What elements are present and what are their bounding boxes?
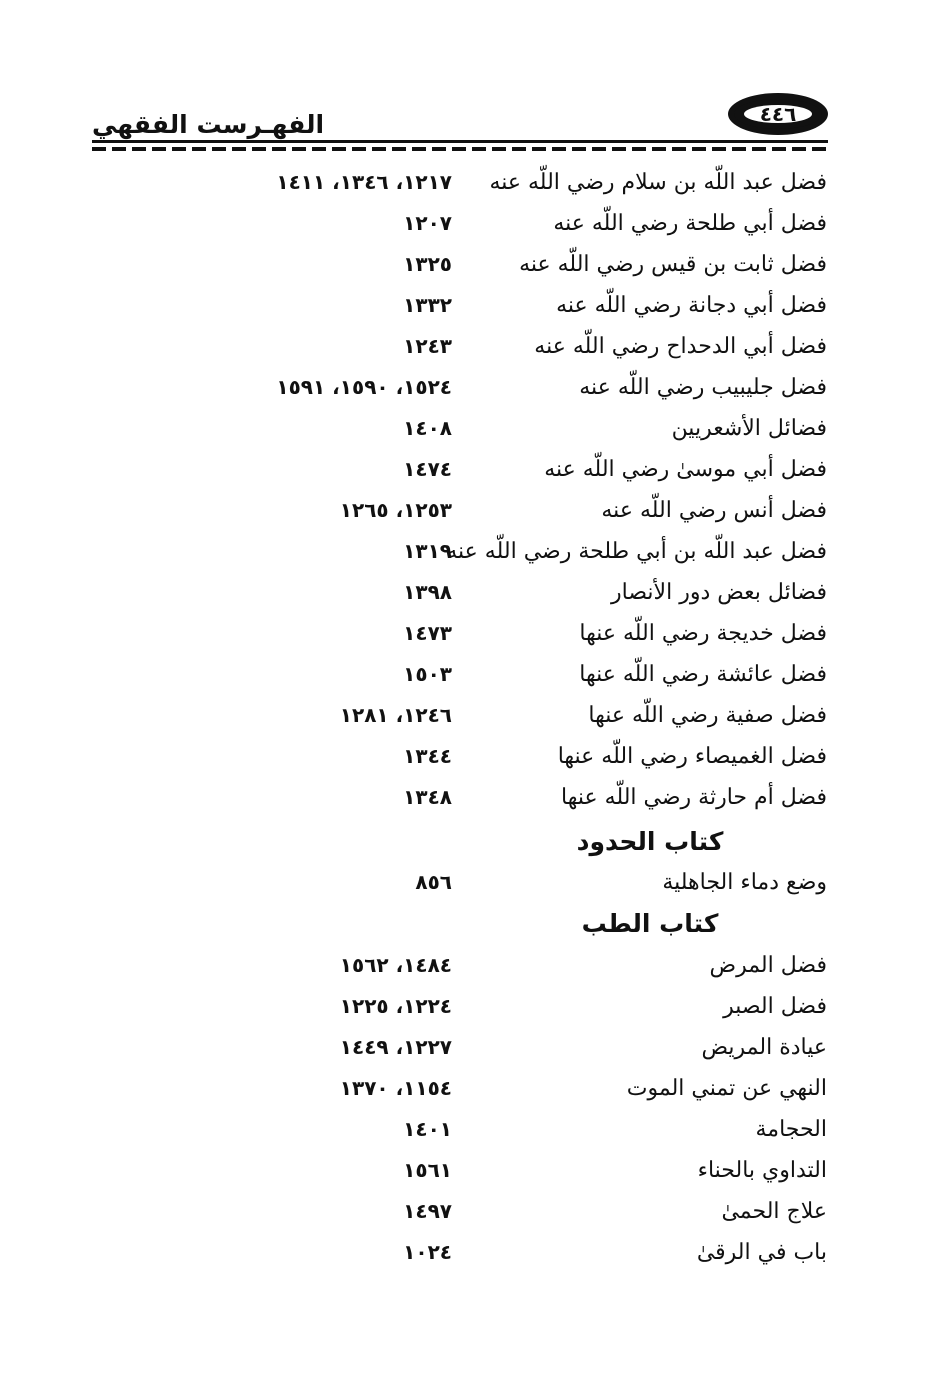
entry-title: التداوي بالحناء — [697, 1158, 827, 1183]
entry-title: النهي عن تمني الموت — [626, 1076, 827, 1101]
entry-title: فضل أبي الدحداح رضي اللّه عنه — [534, 334, 827, 359]
entry-pages: ١٤٠٨ — [403, 416, 452, 440]
entry-pages: ١٤٠١ — [403, 1117, 452, 1141]
entry-title: فضل أبي طلحة رضي اللّه عنه — [553, 211, 827, 236]
index-entry — [0, 1232, 945, 1273]
page-number: ٤٤٦ — [744, 105, 812, 123]
index-entry — [0, 490, 945, 531]
index-entry — [0, 367, 945, 408]
entry-title: فضل ثابت بن قيس رضي اللّه عنه — [519, 252, 827, 277]
entry-pages: ١٢٢٤، ١٢٢٥ — [339, 994, 452, 1018]
entry-title: فضل أم حارثة رضي اللّه عنها — [561, 785, 827, 810]
entry-title: فضل أبي موسىٰ رضي اللّه عنه — [544, 457, 827, 482]
entry-title: وضع دماء الجاهلية — [662, 870, 827, 895]
entry-pages: ١٥٦١ — [403, 1158, 452, 1182]
entry-title: فضل عائشة رضي اللّه عنها — [579, 662, 827, 687]
index-entry — [0, 1150, 945, 1191]
index-entry — [0, 1191, 945, 1232]
entry-pages: ١٢٥٣، ١٢٦٥ — [339, 498, 452, 522]
entry-pages: ١٣٩٨ — [403, 580, 452, 604]
index-entry — [0, 1109, 945, 1150]
entry-pages: ١٤٧٤ — [403, 457, 452, 481]
index-entry — [0, 695, 945, 736]
index-entry — [0, 736, 945, 777]
entry-pages: ١٢٤٣ — [403, 334, 452, 358]
entry-title: فضل خديجة رضي اللّه عنها — [579, 621, 827, 646]
entry-pages: ١٠٢٤ — [403, 1240, 452, 1264]
index-entry — [0, 572, 945, 613]
index-entry — [0, 408, 945, 449]
entry-pages: ١٣٤٨ — [403, 785, 452, 809]
entry-title: فضل عبد اللّه بن أبي طلحة رضي اللّه عنه — [446, 539, 827, 564]
entry-title: فضل صفية رضي اللّه عنها — [588, 703, 827, 728]
entry-pages: ١٤٨٤، ١٥٦٢ — [339, 953, 452, 977]
index-entry — [0, 531, 945, 572]
entry-pages: ٨٥٦ — [415, 870, 452, 894]
index-entry — [0, 162, 945, 203]
index-entry — [0, 203, 945, 244]
entry-title: فضل أبي دجانة رضي اللّه عنه — [556, 293, 827, 318]
index-entry — [0, 777, 945, 818]
entry-pages: ١٥٢٤، ١٥٩٠، ١٥٩١ — [276, 375, 452, 399]
page-header — [0, 0, 945, 160]
entry-title: عيادة المريض — [701, 1035, 827, 1060]
entry-pages: ١٢٢٧، ١٤٤٩ — [339, 1035, 452, 1059]
entry-title: فضل المرض — [709, 953, 827, 978]
entry-title: فضائل الأشعريين — [671, 416, 827, 441]
entry-pages: ١٣٤٤ — [403, 744, 452, 768]
entry-title: فضل أنس رضي اللّه عنه — [601, 498, 827, 523]
page-number-badge — [728, 93, 828, 135]
index-entry — [0, 986, 945, 1027]
entry-title: فضل جليبيب رضي اللّه عنه — [579, 375, 827, 400]
index-entry — [0, 326, 945, 367]
entry-pages: ١٤٧٣ — [403, 621, 452, 645]
running-title: الفهـرست الفقهي — [92, 110, 325, 139]
entry-title: فضائل بعض دور الأنصار — [611, 580, 827, 605]
entry-pages: ١٤٩٧ — [403, 1199, 452, 1223]
entry-title: فضل الغميصاء رضي اللّه عنها — [557, 744, 827, 769]
index-entry — [0, 1068, 945, 1109]
entry-pages: ١٣٢٥ — [403, 252, 452, 276]
entry-pages: ١٥٠٣ — [403, 662, 452, 686]
entry-title: باب في الرقىٰ — [696, 1240, 827, 1265]
index-entry — [0, 1027, 945, 1068]
entry-pages: ١٢٠٧ — [403, 211, 452, 235]
index-entry — [0, 613, 945, 654]
entry-title: الحجامة — [755, 1117, 827, 1142]
index-entry — [0, 945, 945, 986]
entry-pages: ١٢٤٦، ١٢٨١ — [339, 703, 452, 727]
header-rule — [92, 140, 828, 143]
entry-title: فضل عبد اللّه بن سلام رضي اللّه عنه — [489, 170, 827, 195]
header-dashed-rule — [92, 147, 828, 151]
entry-pages: ١١٥٤، ١٣٧٠ — [339, 1076, 452, 1100]
entry-pages: ١٣١٩ — [403, 539, 452, 563]
index-entry — [0, 244, 945, 285]
index-entry — [0, 449, 945, 490]
entry-pages: ١٢١٧، ١٣٤٦، ١٤١١ — [276, 170, 452, 194]
entry-title: علاج الحمىٰ — [721, 1199, 827, 1224]
section-heading-hudud: كتاب الحدود — [576, 827, 724, 856]
entry-pages: ١٣٣٢ — [403, 293, 452, 317]
index-entry — [0, 862, 945, 903]
section-heading-tibb: كتاب الطب — [581, 909, 719, 938]
index-entry — [0, 654, 945, 695]
entry-title: فضل الصبر — [723, 994, 827, 1019]
index-entry — [0, 285, 945, 326]
